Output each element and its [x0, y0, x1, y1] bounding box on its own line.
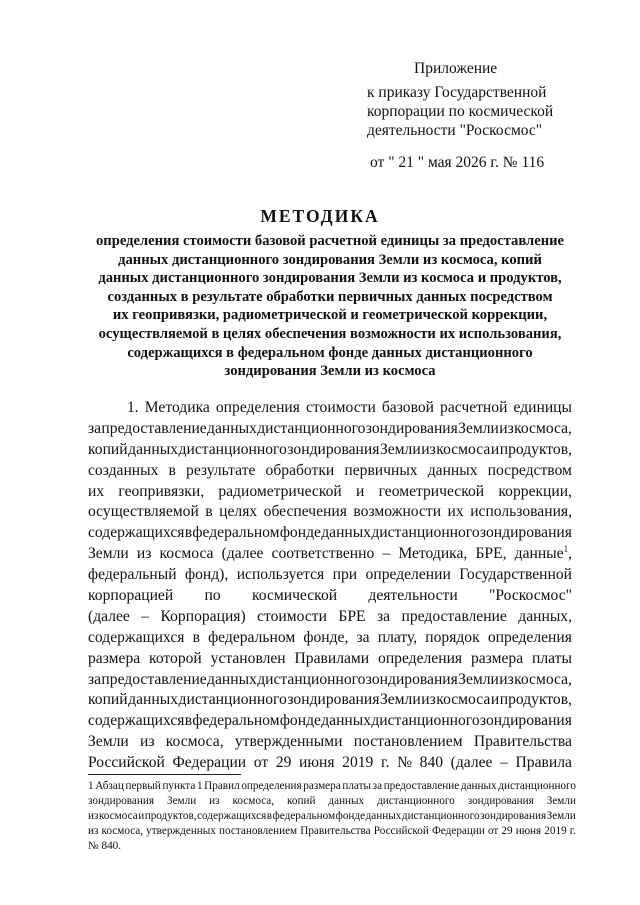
word: Земли	[88, 545, 129, 563]
word: космоса,	[514, 419, 572, 437]
document-subtitle	[80, 232, 580, 381]
word: 1	[196, 780, 203, 792]
word: их	[447, 503, 464, 521]
word: Правительства	[300, 825, 371, 837]
word: фонде	[335, 810, 366, 822]
word: Методика,	[398, 545, 468, 563]
word: утвержденными	[234, 733, 343, 751]
word: зондирования	[365, 419, 458, 437]
word: за	[372, 780, 383, 792]
word: пункта	[162, 780, 196, 792]
word: данные$^1$,	[514, 544, 572, 563]
word: дистанционного	[377, 795, 455, 807]
word: Земли	[166, 795, 197, 807]
subtitle-line: определения стоимости базовой расчетной единицы за предоставление	[96, 233, 564, 249]
word: Правилами	[294, 649, 370, 667]
word: 2019	[342, 754, 374, 772]
word: посредством	[487, 461, 572, 479]
word: дистанционного	[257, 419, 366, 437]
appendix-label: Приложение	[414, 60, 498, 77]
word: в	[184, 524, 193, 542]
subtitle-line: данных дистанционного зондирования Земли из космоса и продуктов,	[98, 270, 562, 287]
word: дистанционного	[257, 670, 366, 688]
word: 29	[501, 825, 513, 837]
body-line	[88, 419, 572, 440]
word: определения	[487, 628, 572, 646]
word: продуктов,	[499, 440, 572, 458]
word: радиометрической	[218, 482, 342, 500]
word: Федерации	[432, 825, 485, 837]
word: геопривязки,	[118, 482, 205, 500]
word: определения	[378, 649, 463, 667]
word: БРЕ,	[475, 545, 507, 563]
body-line	[88, 565, 572, 586]
footnote-separator	[88, 774, 241, 775]
word: Земли	[458, 670, 499, 688]
subtitle-line: содержащихся в федеральном фонде данных дистанционного	[127, 344, 533, 361]
document-title: МЕТОДИКА	[260, 206, 380, 226]
word: космоса,	[165, 733, 224, 751]
word: содержащихся	[88, 712, 185, 730]
subtitle-line: их геопривязки, радиометрической и геометрической коррекции,	[112, 307, 548, 324]
word: установлен	[210, 649, 286, 667]
word: фонде,	[303, 628, 349, 646]
word: зондирования	[287, 440, 380, 458]
word: результате	[186, 461, 256, 479]
word: зондирования	[467, 795, 534, 807]
word: 840	[419, 754, 444, 772]
word: и	[490, 691, 500, 709]
word: размера	[88, 649, 141, 667]
word: Методика	[144, 399, 210, 416]
word: платы	[532, 649, 572, 667]
word: осуществляемой	[88, 503, 199, 521]
footnote-line-text: № 840.	[88, 840, 122, 852]
word: –	[382, 545, 391, 563]
subtitle-line: зондирования Земли из космоса	[224, 363, 436, 380]
word: дистанционного	[178, 691, 287, 709]
word: которой	[149, 649, 202, 667]
word: дистанционного	[371, 712, 480, 730]
body-line	[88, 753, 572, 774]
word: порядок	[425, 628, 480, 646]
word: утвержденных	[146, 825, 216, 837]
word: предоставление	[383, 780, 460, 792]
word: из	[499, 419, 514, 437]
word: соответственно	[271, 545, 375, 563]
word: фонде	[279, 524, 321, 542]
word: содержащихся	[88, 628, 185, 646]
footnote	[88, 779, 576, 854]
word: данных	[321, 712, 372, 730]
word: Абзац	[95, 780, 124, 792]
word: за	[88, 419, 102, 437]
word: расчетной	[440, 399, 508, 416]
word: данных	[328, 795, 365, 807]
word: Земли	[546, 810, 576, 822]
word: Российской	[373, 825, 429, 837]
word: (далее	[88, 607, 130, 625]
word: Корпорация)	[160, 607, 246, 625]
word: –	[141, 607, 150, 625]
body-line	[88, 649, 572, 670]
word: продуктов,	[144, 810, 197, 822]
word: данных	[128, 691, 178, 709]
word: Государственной	[459, 566, 572, 584]
word: единицы	[513, 399, 572, 416]
word: за	[376, 607, 391, 625]
body-line	[88, 398, 572, 419]
word: Федерации	[172, 754, 247, 772]
word: обеспечения	[263, 503, 347, 521]
word: дистанционного	[178, 440, 287, 458]
word: данных	[321, 524, 372, 542]
footnote-line	[88, 809, 576, 824]
word: №	[397, 754, 413, 772]
word: за	[356, 628, 370, 646]
word: Российской	[88, 754, 165, 772]
word: в	[168, 461, 176, 479]
word: 1	[88, 780, 94, 792]
body-paragraph	[88, 398, 572, 774]
word: предоставление	[101, 419, 207, 437]
word: первый	[125, 780, 161, 792]
body-line	[88, 461, 572, 482]
word: копий	[88, 440, 128, 458]
word: в	[266, 810, 273, 822]
word: космоса,	[101, 825, 144, 837]
word: стоимости	[257, 607, 327, 625]
word: базовой	[381, 399, 434, 416]
word: предоставление	[401, 607, 507, 625]
word: обработки	[265, 461, 335, 479]
appendix-order-date: от " 21 " мая 2026 г. № 116	[370, 154, 545, 171]
body-line	[88, 586, 572, 607]
body-line	[88, 711, 572, 732]
word: дистанционного	[371, 524, 480, 542]
footnote-line	[88, 794, 576, 809]
word: в	[205, 503, 213, 521]
word: зондирования	[479, 712, 572, 730]
word: данных	[460, 780, 497, 792]
subtitle-line: созданных в результате обработки первичных данных посредством	[107, 288, 553, 305]
word: коррекции,	[498, 482, 572, 500]
word: федеральном	[272, 810, 336, 822]
word: от	[253, 754, 269, 772]
word: определения	[241, 780, 302, 792]
word: из	[88, 825, 99, 837]
word: зондирования	[479, 524, 572, 542]
word: БРЕ	[338, 607, 366, 625]
word: зондирования	[365, 670, 458, 688]
word: целях	[219, 503, 258, 521]
word: (далее	[450, 754, 493, 772]
word: Правил	[204, 780, 240, 792]
footnote-reference[interactable]: 1	[563, 544, 569, 555]
body-line	[88, 732, 572, 753]
word: фонд),	[185, 566, 229, 584]
word: "Роскосмос"	[489, 587, 572, 605]
word: данных,	[518, 607, 572, 625]
appendix-order-ref: к приказу Государственной	[367, 84, 547, 101]
word: из	[139, 733, 155, 751]
word: июня	[515, 825, 542, 837]
word: и	[356, 482, 365, 500]
word: копий	[88, 691, 128, 709]
word: корпорацией	[88, 587, 174, 605]
word: из	[499, 670, 514, 688]
word: данных	[365, 810, 402, 822]
word: космоса	[98, 810, 138, 822]
word: федеральном	[208, 628, 296, 646]
body-line	[88, 440, 572, 461]
word: 2019	[544, 825, 567, 837]
word: размера	[470, 649, 524, 667]
word: из	[88, 810, 99, 822]
word: г.	[380, 754, 390, 772]
word: фонде	[279, 712, 321, 730]
body-line	[88, 544, 572, 565]
word: федеральном	[192, 712, 280, 730]
word: созданных	[88, 461, 159, 479]
word: (далее	[221, 545, 264, 563]
word: космоса	[436, 691, 491, 709]
word: данных	[207, 670, 257, 688]
word: продуктов,	[499, 691, 572, 709]
word: зондирования	[480, 810, 547, 822]
word: копий	[287, 795, 316, 807]
word: плату,	[377, 628, 418, 646]
word: дистанционного	[498, 780, 576, 792]
body-line	[88, 482, 572, 503]
word: и	[138, 810, 145, 822]
word: 1.	[127, 399, 139, 416]
word: космоса	[436, 440, 491, 458]
word: космоса	[159, 545, 214, 563]
word: при	[332, 566, 358, 584]
word: космической	[251, 587, 338, 605]
body-line-comma: ,	[568, 545, 572, 563]
word: геометрической	[378, 482, 485, 500]
word: зондирования	[287, 691, 380, 709]
word: возможности	[353, 503, 442, 521]
footnote-line	[88, 824, 576, 839]
word: из	[209, 795, 220, 807]
word: платы	[342, 780, 372, 792]
word: Правительства	[473, 733, 572, 751]
word: из	[421, 440, 436, 458]
word: Земли	[379, 691, 421, 709]
word: из	[421, 691, 436, 709]
word: космоса,	[514, 670, 572, 688]
word: постановлением	[353, 733, 463, 751]
word: определения	[215, 399, 300, 416]
word: от	[487, 825, 499, 837]
word: Земли	[546, 795, 576, 807]
word: и	[490, 440, 500, 458]
appendix-org-line: корпорации по космической	[367, 103, 554, 120]
word: первичных	[344, 461, 418, 479]
word: г.	[569, 825, 576, 837]
word: деятельности	[368, 587, 458, 605]
word: данных	[427, 461, 478, 479]
body-line	[88, 523, 572, 544]
word: Правила	[515, 754, 572, 772]
word: постановлением	[219, 825, 298, 837]
word: из	[136, 545, 152, 563]
body-line	[88, 628, 572, 649]
word: Земли	[458, 419, 499, 437]
word: в	[192, 628, 200, 646]
word: –	[500, 754, 508, 772]
word: используется	[236, 566, 325, 584]
word: Земли	[379, 440, 421, 458]
body-line	[88, 690, 572, 711]
body-line	[88, 607, 572, 628]
word: космоса,	[232, 795, 275, 807]
word: за	[88, 670, 102, 688]
word: стоимости	[306, 399, 376, 416]
appendix-org-name: деятельности "Роскосмос"	[367, 122, 543, 139]
subtitle-line: данных дистанционного зондирования Земли из космоса, копий	[118, 251, 542, 268]
word: 29	[275, 754, 292, 772]
word: данных	[207, 419, 257, 437]
word: использования,	[470, 503, 572, 521]
word: Земли	[88, 733, 129, 751]
word: размера	[303, 780, 341, 792]
word: их	[88, 482, 105, 500]
word: федеральном	[192, 524, 280, 542]
word: июня	[299, 754, 335, 772]
body-line	[88, 502, 572, 523]
subtitle-line: осуществляемой в целях обеспечения возможности их использования,	[98, 325, 562, 342]
word: данных	[128, 440, 178, 458]
word: по	[204, 587, 221, 605]
word: в	[184, 712, 193, 730]
word: зондирования	[88, 795, 155, 807]
word: содержащихся	[88, 524, 185, 542]
word: дистанционного	[401, 810, 480, 822]
footnote-line	[88, 779, 576, 794]
body-line	[88, 670, 572, 691]
word: определении	[365, 566, 451, 584]
word: предоставление	[101, 670, 207, 688]
footnote-line	[88, 839, 576, 854]
word: федеральный	[88, 566, 177, 584]
word: содержащихся	[197, 810, 267, 822]
